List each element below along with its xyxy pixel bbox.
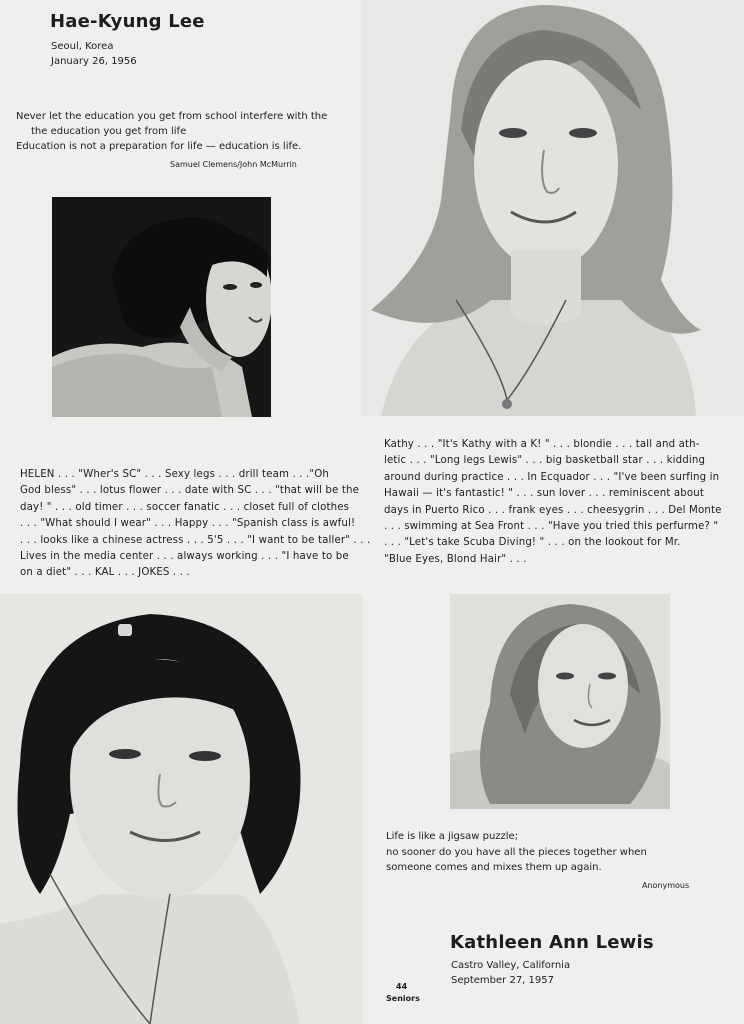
lee-bio-line: HELEN . . . "Wher's SC" . . . Sexy legs . . . drill team . . ."Oh (20, 469, 329, 480)
lee-bio-line: God bless" . . . lotus flower . . . date with SC . . . "that will be the (20, 485, 360, 497)
lewis-bio-line: Hawaii — it's fantastic! " . . . sun lover . . . reminiscent about (384, 488, 705, 500)
lee-casual-photo (52, 197, 271, 417)
section-label: Seniors (386, 994, 420, 1003)
lewis-quote-line: Life is like a jigsaw puzzle; (386, 831, 519, 842)
lee-quote-line: Education is not a preparation for life — education is life. (16, 141, 302, 152)
lee-quote-line: Never let the education you get from school interfere with the (16, 111, 328, 122)
lewis-name: Kathleen Ann Lewis (450, 932, 654, 953)
lewis-quote-attribution: Anonymous (642, 881, 690, 890)
lewis-quote (386, 829, 647, 876)
lee-bio-line: . . . "What should I wear" . . . Happy . . . "Spanish class is awful! (20, 518, 356, 530)
lee-bio-line: day! " . . . old timer . . . soccer fanatic . . . closet full of clothes (20, 501, 350, 513)
lewis-bio-line: . . . swimming at Sea Front . . . "Have you tried this perfurme? " (384, 521, 719, 533)
lee-bio-line: . . . looks like a chinese actress . . . 5'5 . . . "I want to be taller" . . . (20, 534, 371, 546)
lee-quote-line: the education you get from life (31, 126, 187, 137)
lewis-hometown: Castro Valley, California (451, 960, 571, 971)
lewis-bio (384, 437, 722, 568)
lee-portrait-large (0, 594, 363, 1024)
page-number: 44 (396, 982, 408, 991)
lewis-casual-photo (450, 594, 670, 809)
lewis-quote-line: someone comes and mixes them up again. (386, 862, 602, 873)
lee-quote (16, 109, 327, 154)
lee-bio (20, 467, 370, 582)
lewis-bio-line: days in Puerto Rico . . . frank eyes . . . cheesygrin . . . Del Monte (384, 504, 722, 516)
lewis-birthdate: September 27, 1957 (451, 975, 554, 986)
lewis-bio-line: letic . . . "Long legs Lewis" . . . big basketball star . . . kidding (384, 455, 706, 467)
lee-bio-line: on a diet" . . . KAL . . . JOKES . . . (20, 567, 190, 579)
lewis-portrait-large (361, 0, 744, 416)
lewis-bio-line: Kathy . . . "It's Kathy with a K! " . . . blondie . . . tall and ath- (384, 439, 700, 450)
lewis-bio-line: "Blue Eyes, Blond Hair" . . . (384, 553, 527, 565)
lewis-quote-line: no sooner do you have all the pieces together when (386, 846, 647, 858)
lewis-bio-line: around during practice . . . In Ecquador . . . "I've been surfing in (384, 471, 720, 483)
lee-bio-line: Lives in the media center . . . always working . . . "I have to be (20, 551, 349, 563)
lee-quote-attribution: Samuel Clemens/John McMurrin (170, 160, 297, 169)
lee-birthdate: January 26, 1956 (51, 56, 137, 67)
lee-name: Hae-Kyung Lee (50, 11, 205, 32)
lewis-bio-line: . . . "Let's take Scuba Diving! " . . . on the lookout for Mr. (384, 537, 681, 549)
lee-hometown: Seoul, Korea (51, 41, 114, 52)
